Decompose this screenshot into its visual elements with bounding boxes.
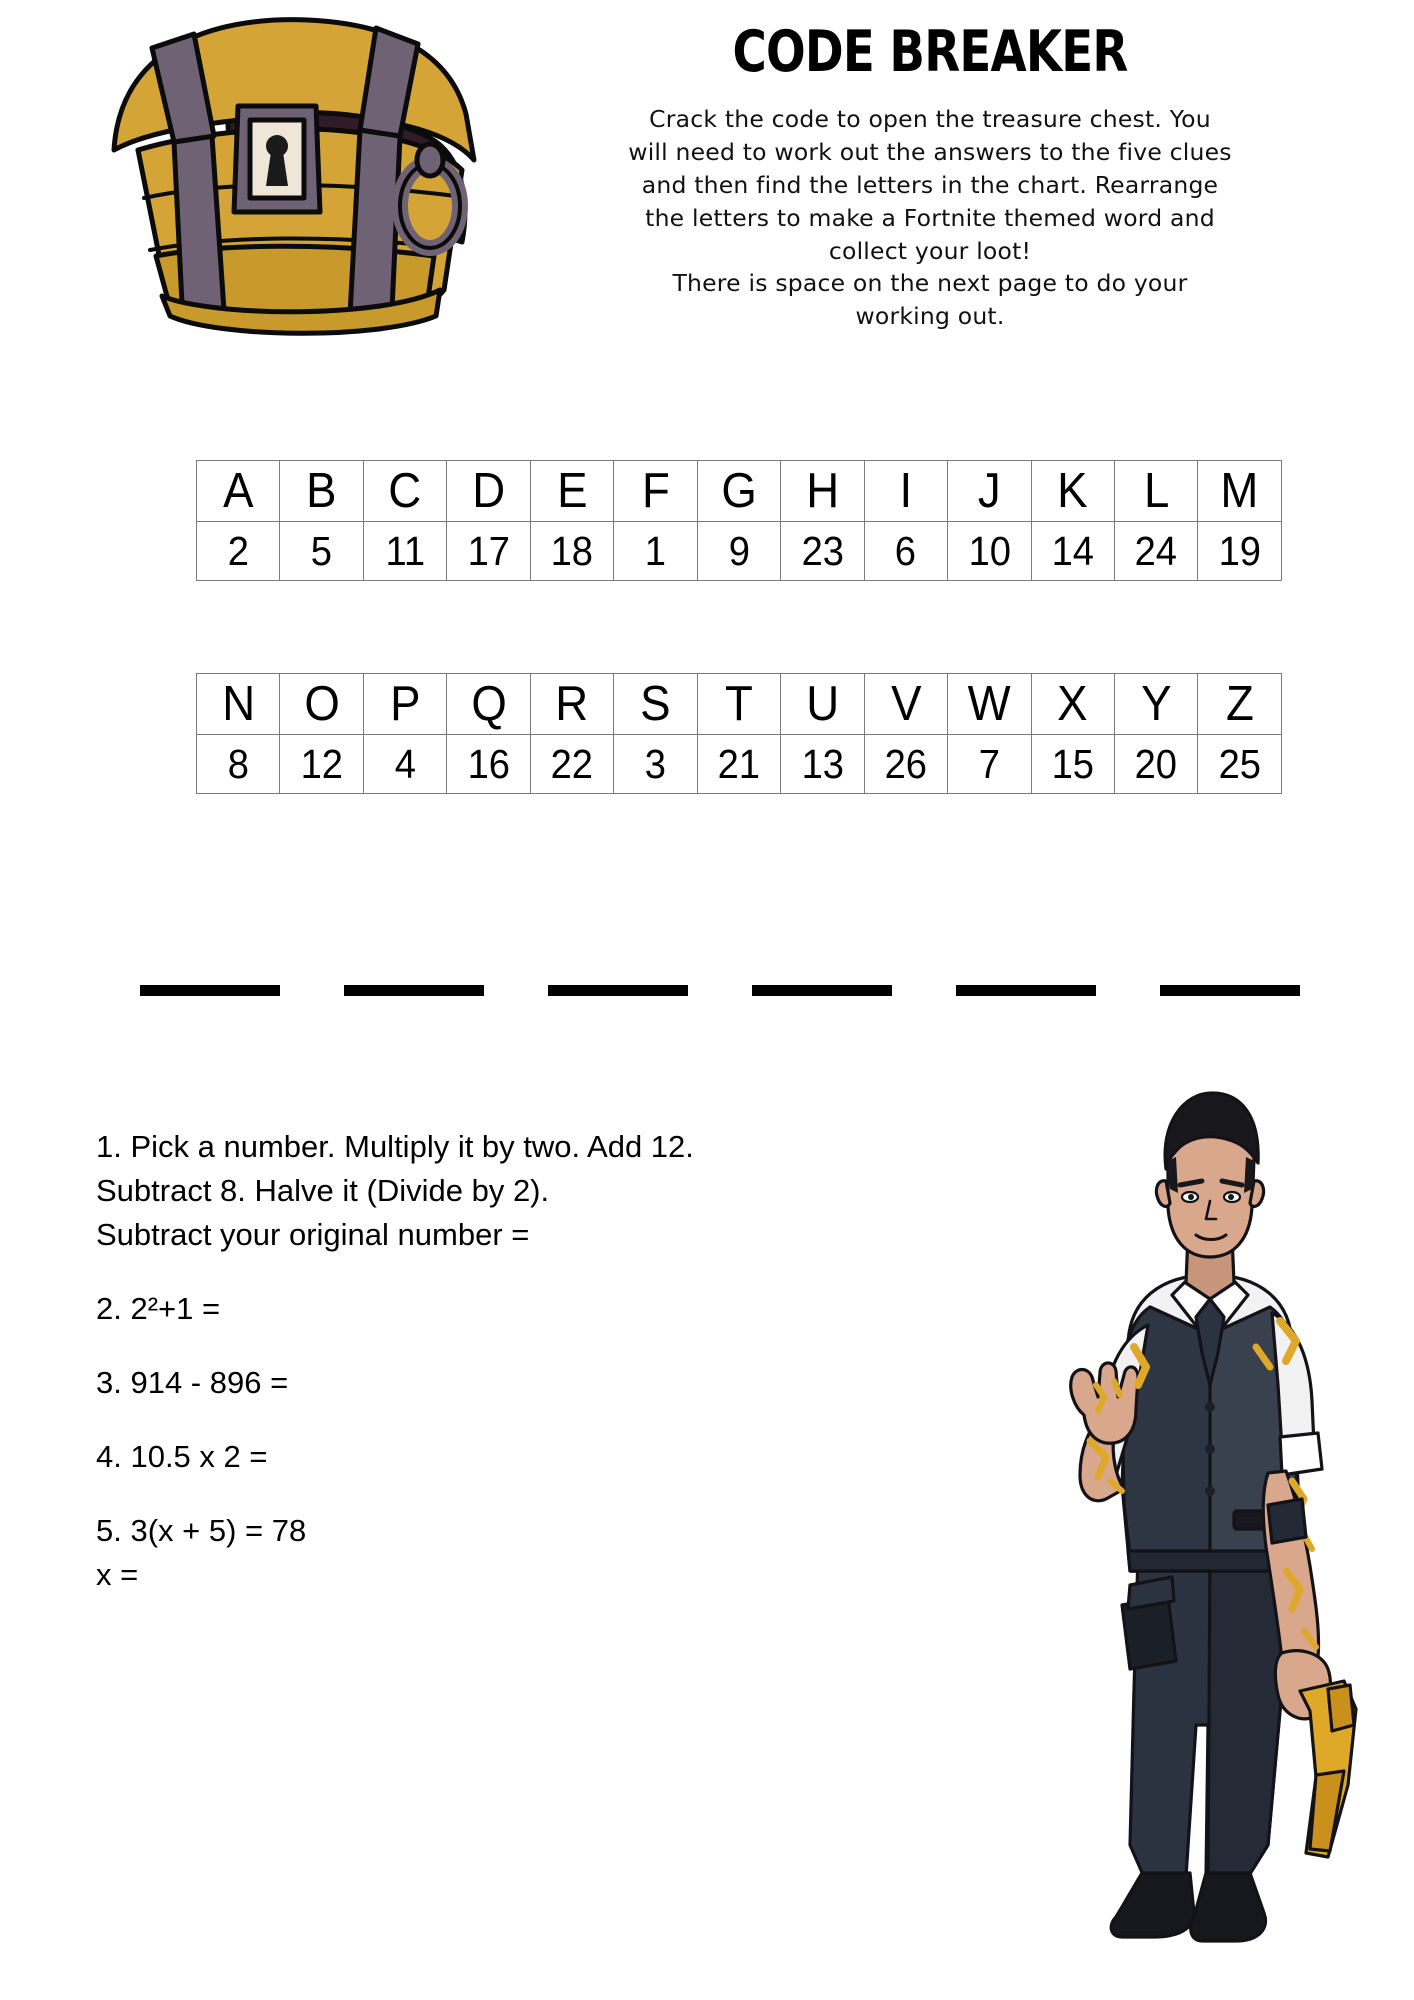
instructions-text (535, 103, 1325, 333)
answer-blank[interactable] (1160, 985, 1300, 996)
header (0, 0, 1414, 440)
cipher-letter-cell: F (614, 461, 697, 522)
fortnite-character-illustration (1010, 1085, 1410, 1985)
clues-list (96, 1125, 926, 1597)
clue-item-3 (96, 1361, 926, 1405)
cipher-number-cell: 5 (280, 522, 363, 581)
cipher-letter-cell: W (948, 674, 1031, 735)
instruction-line: There is space on the next page to do your (672, 269, 1188, 298)
cipher-number-cell: 7 (948, 735, 1031, 794)
title-block (530, 19, 1330, 333)
page-title: CODE BREAKER (732, 19, 1128, 85)
clue-line: Subtract your original number = (96, 1217, 530, 1253)
instruction-line: and then find the letters in the chart. Rearrange (641, 170, 1219, 199)
clue-item-2 (96, 1287, 926, 1331)
cipher-number-cell: 14 (1031, 522, 1114, 581)
instruction-line: collect your loot! (828, 236, 1032, 265)
cipher-number-cell: 15 (1031, 735, 1114, 794)
cipher-number-cell: 17 (447, 522, 530, 581)
instruction-line: Crack the code to open the treasure chest. You (649, 105, 1211, 133)
cipher-letter-cell: C (363, 461, 446, 522)
cipher-number-cell: 10 (948, 522, 1031, 581)
cipher-number-cell: 24 (1114, 522, 1197, 581)
cipher-letters-row (197, 461, 1282, 522)
answer-blank[interactable] (956, 985, 1096, 996)
cipher-letter-cell: K (1031, 461, 1114, 522)
cipher-letter-cell: S (614, 674, 697, 735)
clue-line: Subtract 8. Halve it (Divide by 2). (96, 1173, 550, 1209)
cipher-letter-cell: B (280, 461, 363, 522)
cipher-letter-cell: R (530, 674, 613, 735)
clue-item-4 (96, 1435, 926, 1479)
cipher-letter-cell: A (197, 461, 280, 522)
treasure-chest-illustration (78, 10, 518, 360)
cipher-number-cell: 12 (280, 735, 363, 794)
instruction-line: will need to work out the answers to the five clues (628, 137, 1232, 166)
answer-blank[interactable] (344, 985, 484, 996)
cipher-letter-cell: I (864, 461, 947, 522)
cipher-number-cell: 20 (1114, 735, 1197, 794)
instruction-line: the letters to make a Fortnite themed word and (645, 203, 1215, 232)
cipher-letter-cell: N (197, 674, 280, 735)
cipher-letter-cell: U (781, 674, 864, 735)
cipher-number-cell: 23 (781, 522, 864, 581)
cipher-letters-row (197, 674, 1282, 735)
cipher-number-cell: 26 (864, 735, 947, 794)
cipher-letter-cell: D (447, 461, 530, 522)
clue-item-5 (96, 1509, 926, 1597)
answer-blanks (140, 985, 1300, 1015)
cipher-letter-cell: H (781, 461, 864, 522)
cipher-letter-cell: J (948, 461, 1031, 522)
cipher-letter-cell: Y (1114, 674, 1197, 735)
cipher-number-cell: 6 (864, 522, 947, 581)
cipher-letter-cell: M (1198, 461, 1282, 522)
cipher-number-cell: 16 (447, 735, 530, 794)
cipher-number-cell: 2 (197, 522, 280, 581)
clue-line: 4. 10.5 x 2 = (96, 1439, 268, 1475)
cipher-numbers-row (197, 522, 1282, 581)
cipher-letter-cell: X (1031, 674, 1114, 735)
instruction-line: working out. (855, 302, 1005, 331)
cipher-number-cell: 18 (530, 522, 613, 581)
cipher-letter-cell: Z (1198, 674, 1282, 735)
cipher-letter-cell: O (280, 674, 363, 735)
cipher-numbers-row (197, 735, 1282, 794)
cipher-number-cell: 3 (614, 735, 697, 794)
clue-item-1 (96, 1125, 926, 1257)
answer-blank[interactable] (752, 985, 892, 996)
cipher-letter-cell: G (697, 461, 780, 522)
cipher-number-cell: 8 (197, 735, 280, 794)
cipher-table-n-z (196, 673, 1282, 794)
cipher-letter-cell: T (697, 674, 780, 735)
cipher-letter-cell: V (864, 674, 947, 735)
cipher-letter-cell: P (363, 674, 446, 735)
cipher-number-cell: 21 (697, 735, 780, 794)
cipher-table-a-m (196, 460, 1282, 581)
cipher-number-cell: 25 (1198, 735, 1282, 794)
answer-blank[interactable] (140, 985, 280, 996)
clue-line: 3. 914 - 896 = (96, 1365, 289, 1401)
clue-line: 5. 3(x + 5) = 78 (96, 1513, 307, 1549)
cipher-number-cell: 4 (363, 735, 446, 794)
cipher-letter-cell: L (1114, 461, 1197, 522)
clue-line: x = (96, 1557, 139, 1593)
cipher-number-cell: 13 (781, 735, 864, 794)
cipher-letter-cell: Q (447, 674, 530, 735)
cipher-number-cell: 11 (363, 522, 446, 581)
clue-line: 2. 2²+1 = (96, 1291, 221, 1327)
cipher-number-cell: 1 (614, 522, 697, 581)
cipher-letter-cell: E (530, 461, 613, 522)
answer-blank[interactable] (548, 985, 688, 996)
cipher-number-cell: 19 (1198, 522, 1282, 581)
clue-line: 1. Pick a number. Multiply it by two. Add 12. (96, 1129, 694, 1164)
cipher-number-cell: 9 (697, 522, 780, 581)
cipher-number-cell: 22 (530, 735, 613, 794)
